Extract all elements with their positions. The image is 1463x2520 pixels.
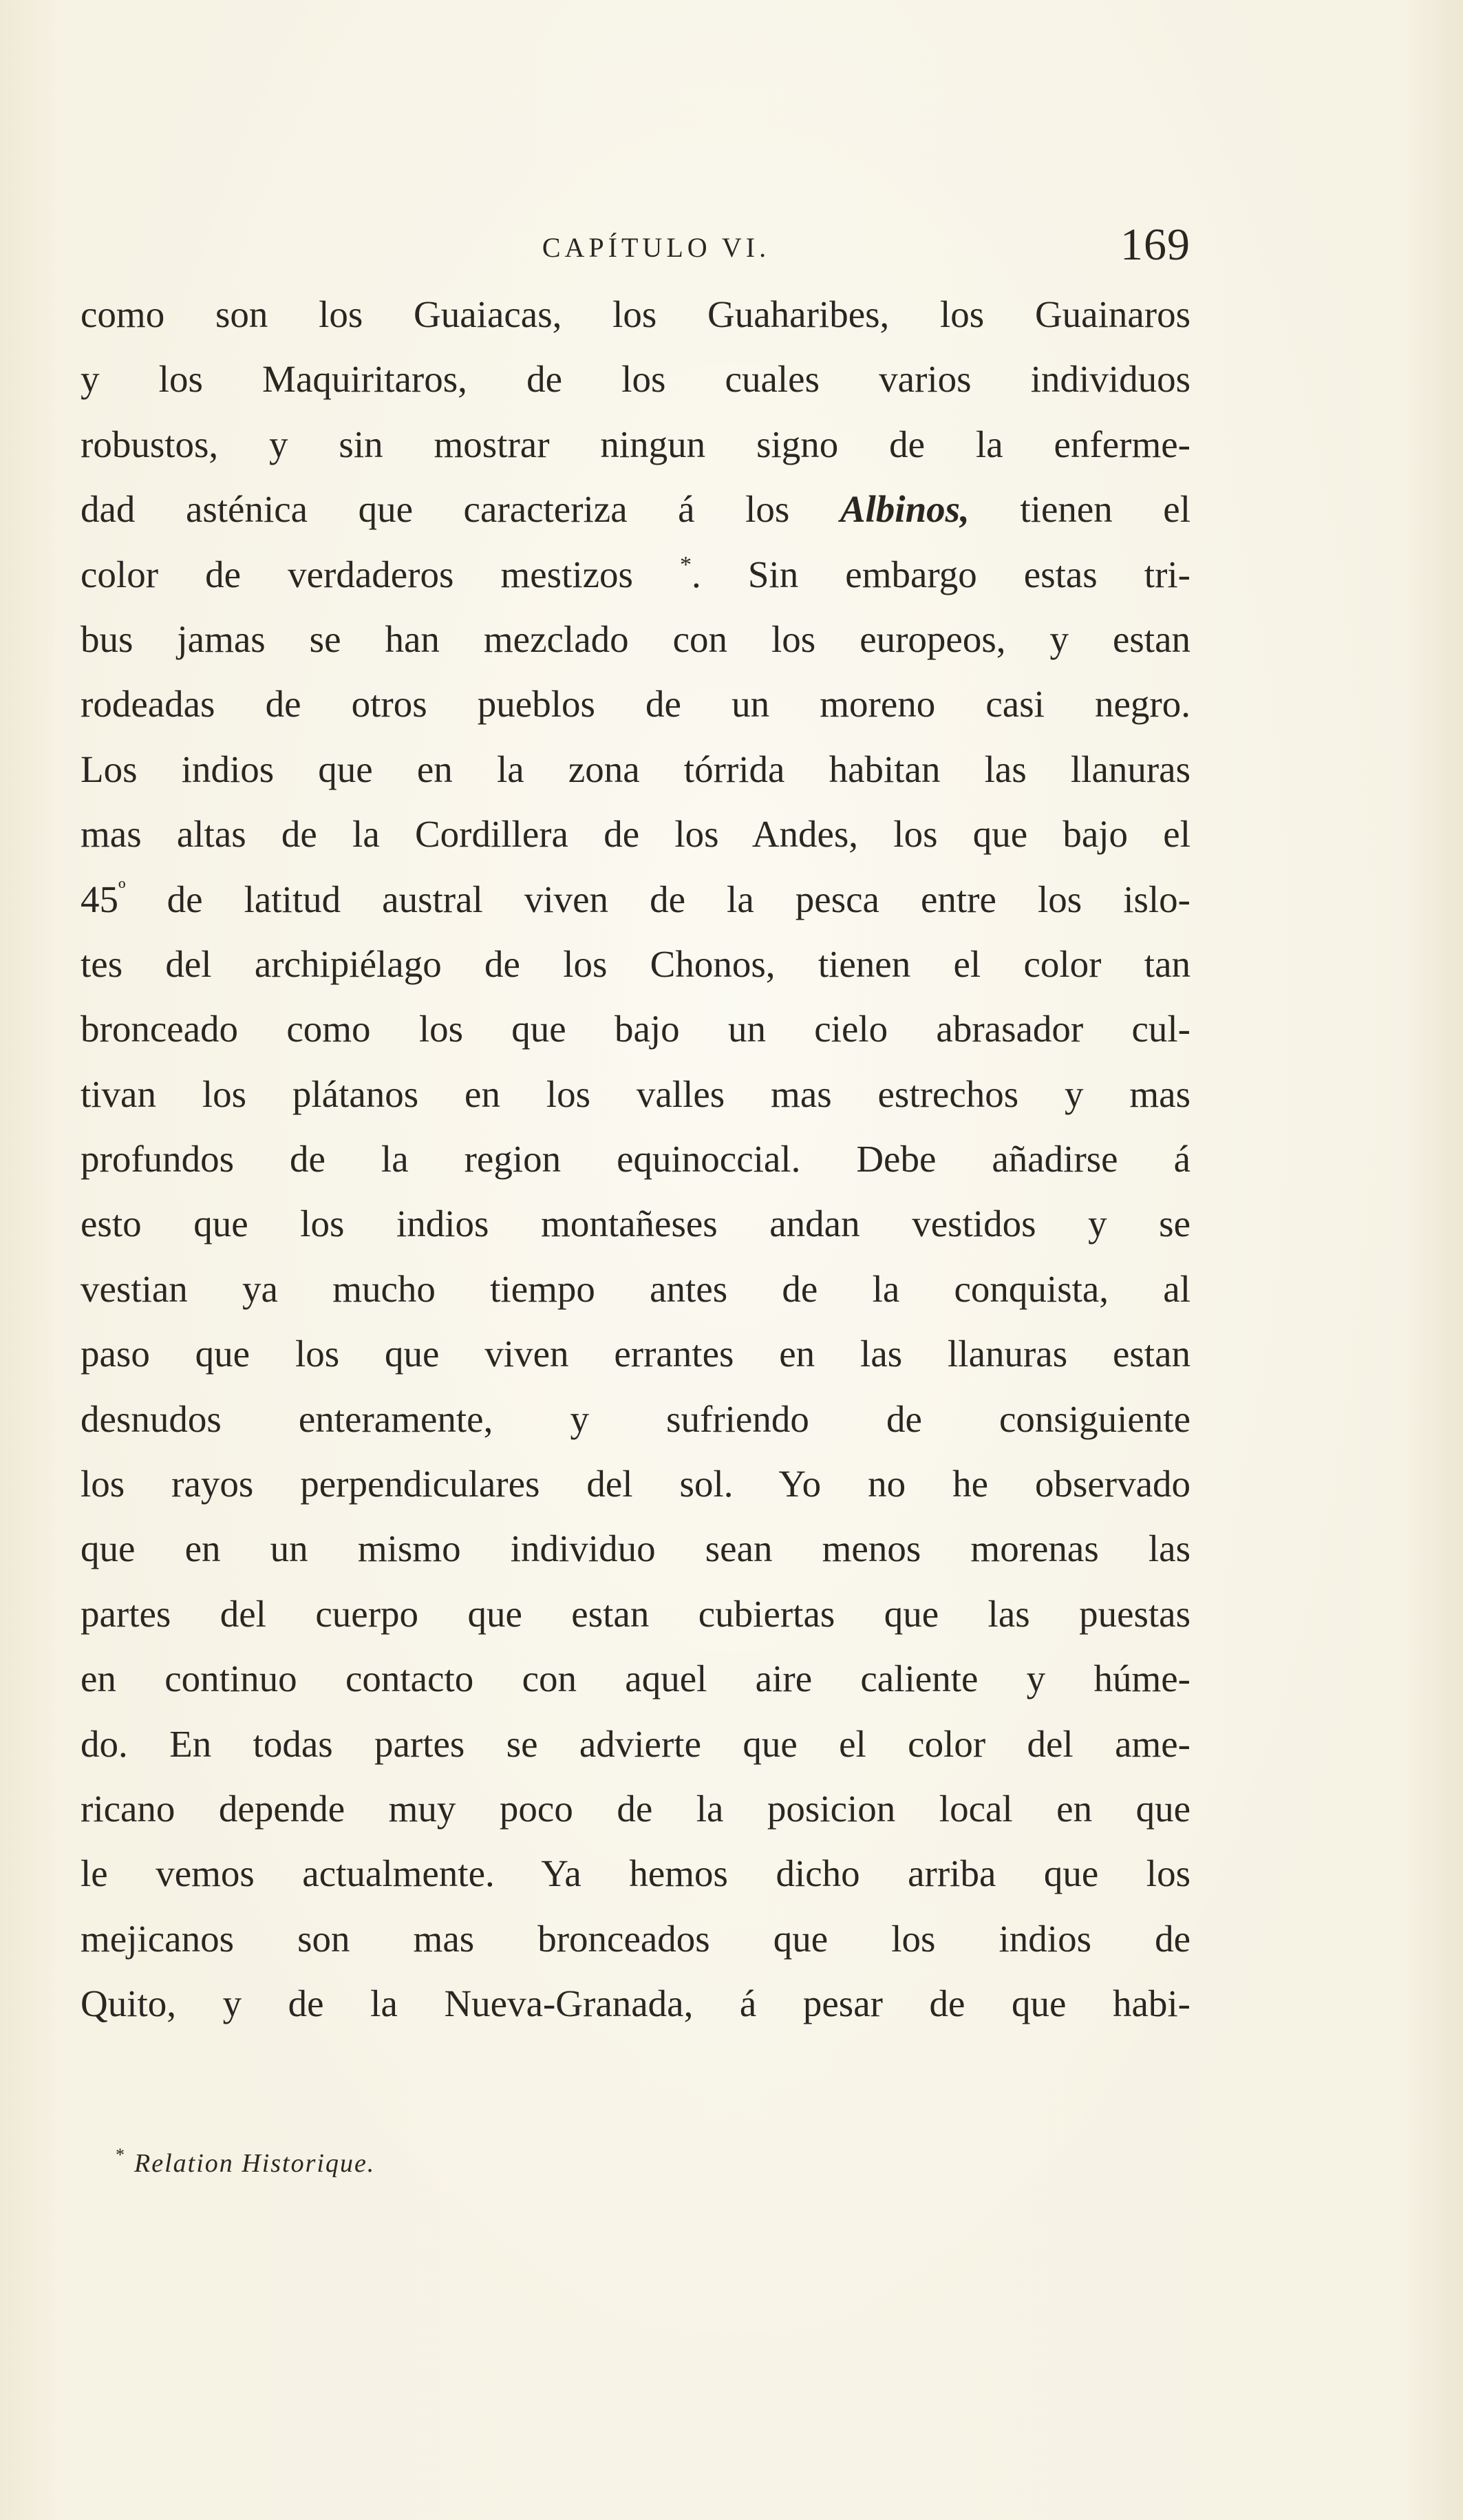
text-segment: dad asténica que caracteriza á los <box>81 488 840 531</box>
text-line: desnudos enteramente, y sufriendo de consiguiente <box>81 1397 1190 1440</box>
text-line: Los indios que en la zona tórrida habitan las llanuras <box>81 748 1190 790</box>
text-line: paso que los que viven errantes en las llanuras estan <box>81 1333 1190 1375</box>
text-line: mejicanos son mas bronceados que los indios de <box>81 1917 1190 1960</box>
text-line <box>81 542 1190 607</box>
text-line: profundos de la region equinoccial. Debe añadirse á <box>81 1138 1190 1180</box>
text-segment: color de verdaderos mestizos <box>81 553 680 595</box>
footnote-text: Relation Historique. <box>134 2149 376 2178</box>
text-line <box>81 867 1190 932</box>
text-line: le vemos actualmente. Ya hemos dicho arriba que los <box>81 1852 1190 1895</box>
text-line: tes del archipiélago de los Chonos, tienen el color tan <box>81 942 1190 985</box>
text-line: bronceado como los que bajo un cielo abrasador cul- <box>81 1008 1190 1050</box>
text-segment: 45 <box>81 878 118 920</box>
footnote-reference-mark: * <box>680 551 692 578</box>
text-segment: tienen el <box>969 488 1190 531</box>
text-line <box>81 477 1190 542</box>
text-segment: de latitud austral viven de la pesca entre los islo- <box>125 878 1190 920</box>
text-segment: . Sin embargo estas tri- <box>692 553 1190 595</box>
text-line: partes del cuerpo que estan cubiertas que las puestas <box>81 1592 1190 1635</box>
text-line: Quito, y de la Nueva-Granada, á pesar de que habi- <box>81 1982 1190 2025</box>
text-line: como son los Guaiacas, los Guaharibes, los Guainaros <box>81 293 1190 335</box>
text-line: tivan los plátanos en los valles mas estrechos y mas <box>81 1072 1190 1115</box>
text-line: vestian ya mucho tiempo antes de la conquista, al <box>81 1267 1190 1310</box>
emphasized-term: Albinos, <box>840 488 970 531</box>
text-line: esto que los indios montañeses andan vestidos y se <box>81 1203 1190 1245</box>
text-line: que en un mismo individuo sean menos morenas las <box>81 1527 1190 1570</box>
body-text <box>81 282 1190 2037</box>
page-number: 169 <box>1120 220 1190 270</box>
text-line: bus jamas se han mezclado con los europeos, y estan <box>81 617 1190 660</box>
text-line: rodeadas de otros pueblos de un moreno casi negro. <box>81 683 1190 726</box>
text-line: do. En todas partes se advierte que el color del ame- <box>81 1722 1190 1765</box>
running-title: CAPÍTULO VI. <box>542 232 771 263</box>
text-line: ricano depende muy poco de la posicion local en que <box>81 1787 1190 1830</box>
degree-mark: º <box>118 876 126 902</box>
footnote <box>116 2145 375 2179</box>
text-line: mas altas de la Cordillera de los Andes, los que bajo el <box>81 813 1190 856</box>
page-header <box>81 219 1190 281</box>
text-line: robustos, y sin mostrar ningun signo de la enferme- <box>81 423 1190 465</box>
text-line: y los Maquiritaros, de los cuales varios individuos <box>81 358 1190 401</box>
text-line: en continuo contacto con aquel aire caliente y húme- <box>81 1658 1190 1700</box>
text-line: los rayos perpendiculares del sol. Yo no he observado <box>81 1463 1190 1505</box>
footnote-mark: * <box>116 2145 126 2165</box>
